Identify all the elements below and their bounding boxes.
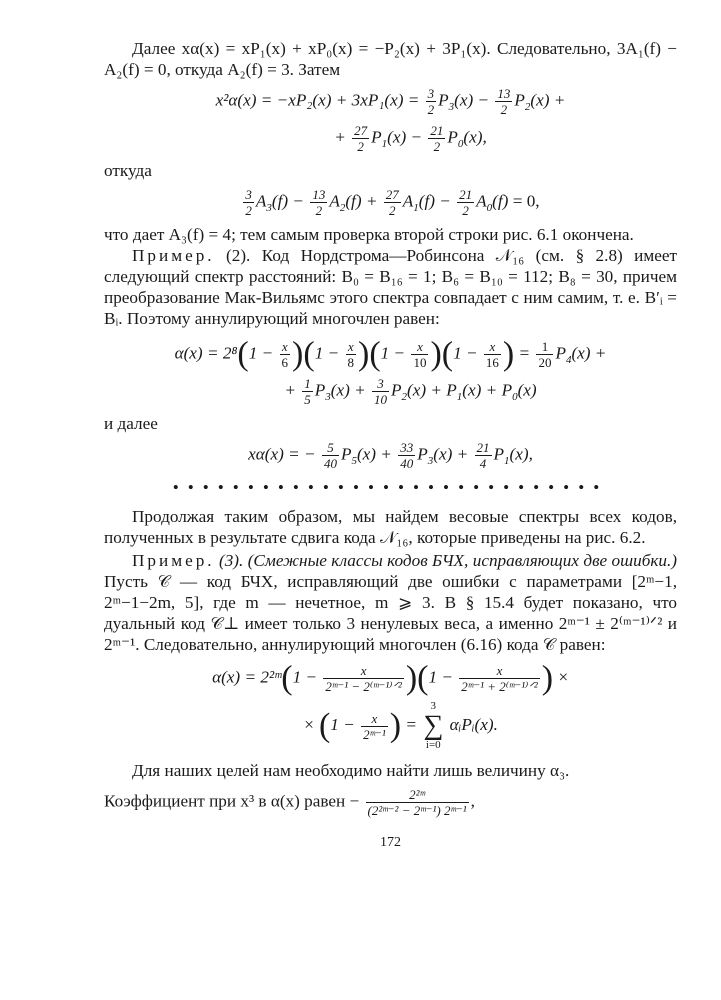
equation-bch-alpha-line1: α(x) = 2²ᵐ(1 − $\frac{x}{\text{2ᵐ⁻¹ − 2⁽ᵐ⁻¹⁾ᐟ²}}$ )(1 − $\frac{x}{\text{2ᵐ⁻¹ + 2⁽ᵐ⁻¹⁾ᐟ²}}$ ) × <box>212 659 569 697</box>
equation-A3: $\frac{3}{2}$ $A_3(f)$ − $\frac{13}{2}$ $A_2(f)$ + $\frac{27}{2}$ $A_1(f)$ − $\frac{21}{2}$ $A_0(f) = 0$, <box>245 187 540 218</box>
paragraph-continue: Продолжая таким образом, мы найдем весовые спектры всех кодов, полученных в результате сдвига кода 𝒩₁₆, которые приведены на рис. 6.2. <box>104 507 677 547</box>
fraction: $\frac{\text{2²ᵐ}}{\text{(2²ᵐ⁻² − 2ᵐ⁻¹) 2ᵐ⁻¹}}$ <box>367 787 467 818</box>
paragraph-goal: Для наших целей нам необходимо найти лишь величину α₃. <box>132 761 570 780</box>
fraction: $\frac{3}{2}$ <box>427 86 435 117</box>
ellipsis-dots: ••••••••••••••••••••••••••••• <box>172 478 609 497</box>
page-number: 172 <box>380 835 401 850</box>
equation-x-alpha: xα(x) = − $\frac{5}{40}$ $P_5(x)$ + $\frac{33}{40}$ $P_3(x)$ + $\frac{21}{4}$ $P_1(x)$, <box>248 440 533 471</box>
fraction: $\frac{21}{2}$ <box>430 123 444 154</box>
paragraph-intro: Далее xα(x) = xP₁(x) + xP₀(x) = −P₂(x) + 3P₁(x). Следовательно, 3A₁(f) − A₂(f) = 0, откуда A₂(f) = 3. Затем <box>104 39 677 79</box>
paragraph-example-2: Пример. (2). Код Нордстрома—Робинсона 𝒩₁₆ (см. § 2.8) имеет следующий спектр расстояний: B₀ = B₁₆ = 1; B₆ = B₁₀ = 112; B₈ = 30, причем преобразование Мак-Вильямс этого спектра совпадает с ним самим, т. е. B′ᵢ = Bᵢ. Поэтому аннулирующий многочлен равен: <box>104 246 678 328</box>
equation-nr-alpha-line1: α(x) = 2⁸(1 − $\frac{x}{6}$ )(1 − $\frac{x}{8}$ )(1 − $\frac{x}{10}$ )(1 − $\frac{x}{16}$ ) = $\frac{1}{20}$ $P_4(x)$ + <box>174 335 607 373</box>
word-otkuda: откуда <box>104 161 152 180</box>
paragraph-check-done: что дает A₃(f) = 4; тем самым проверка второй строки рис. 6.1 окончена. <box>104 225 634 244</box>
equation-nr-alpha-line2: + $\frac{1}{5}$ $P_3(x)$ + $\frac{3}{10}$ $P_2(x) + P_1(x) + P_0(x)$ <box>284 376 537 407</box>
paragraph-coefficient: Коэффициент при x³ в α(x) равен − $\frac{\text{2²ᵐ}}{\text{(2²ᵐ⁻² − 2ᵐ⁻¹) 2ᵐ⁻¹}}$ , <box>104 787 475 818</box>
fraction: $\frac{13}{2}$ <box>497 86 511 117</box>
summation-sign: 3 ∑ i=0 <box>423 700 444 751</box>
paragraph-example-3: Пример. (3). (Смежные классы кодов БЧХ, исправляющих две ошибки.) Пусть 𝒞 — код БЧХ, исправляющий две ошибки с параметрами [2ᵐ−1, 2ᵐ−1−2m, 5], где m — нечетное, m ⩾ 3. В § 15.4 будет показано, что дуальный код 𝒞⊥ имеет только 3 ненулевых веса, а именно 2ᵐ⁻¹ ± 2⁽ᵐ⁻¹⁾ᐟ² и 2ᵐ⁻¹. Следовательно, аннулирующий многочлен (6.16) кода 𝒞 равен: <box>104 551 677 654</box>
equation-x2-alpha-line2: + $\frac{27}{2}$ $P_1(x)$ − $\frac{21}{2}$ $P_0(x)$, <box>334 123 487 154</box>
equation-x2-alpha-line1: x²α(x) = −xP₂(x) + 3xP₁(x) = $\frac{3}{2}$ $P_3(x)$ − $\frac{13}{2}$ $P_2(x)$ + <box>215 86 566 117</box>
fraction: $\frac{27}{2}$ <box>354 123 368 154</box>
word-dalee: и далее <box>104 414 158 433</box>
equation-bch-alpha-line2: × (1 − $\frac{x}{\text{2ᵐ⁻¹}}$ ) = 3 ∑ i=0 αᵢPᵢ(x). <box>303 700 498 751</box>
